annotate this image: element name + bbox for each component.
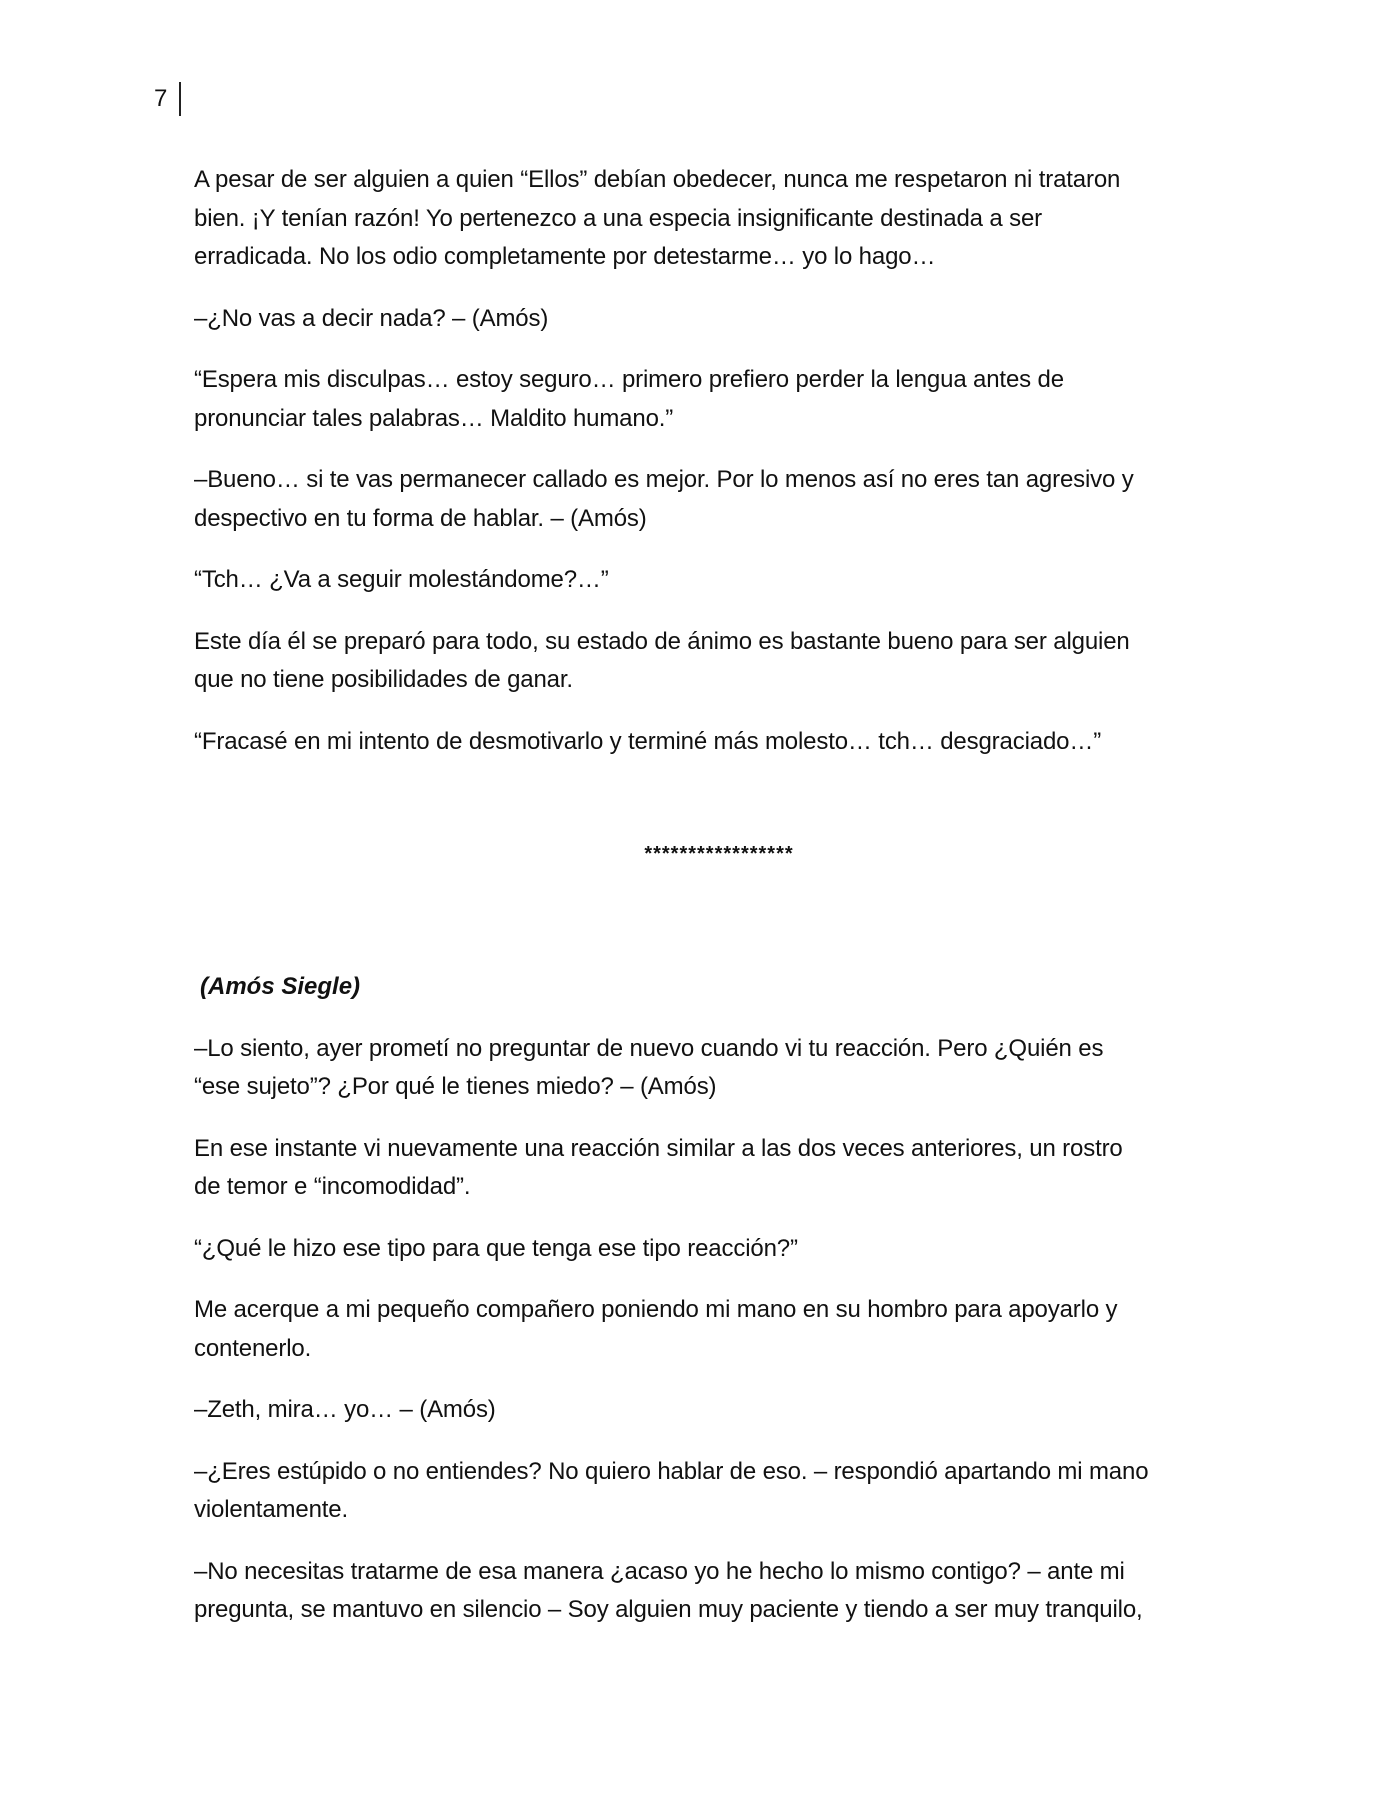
paragraph — [194, 161, 1224, 277]
text-line: contenerlo. — [194, 1334, 312, 1362]
text-line: de temor e “incomodidad”. — [194, 1173, 471, 1200]
text-line: violentamente. — [194, 1496, 348, 1523]
text-line: Este día él se preparó para todo, su estado de ánimo es bastante bueno para ser alguien — [194, 627, 1130, 655]
text-line: –Lo siento, ayer prometí no preguntar de nuevo cuando vi tu reacción. Pero ¿Quién es — [194, 1034, 1104, 1062]
text-line: Me acerque a mi pequeño compañero poniendo mi mano en su hombro para apoyarlo y — [194, 1296, 1118, 1323]
text-line: bien. ¡Y tenían razón! Yo pertenezco a una especia insignificante destinada a ser — [194, 204, 1043, 232]
text-line: En ese instante vi nuevamente una reacción similar a las dos veces anteriores, un rostro — [194, 1134, 1123, 1162]
header-divider — [179, 82, 181, 116]
text-line: “¿Qué le hizo ese tipo para que tenga ese tipo reacción?” — [194, 1234, 798, 1262]
text-line: –No necesitas tratarme de esa manera ¿acaso yo he hecho lo mismo contigo? – ante mi — [194, 1557, 1125, 1585]
text-line: despectivo en tu forma de hablar. – (Amós) — [194, 504, 647, 532]
text-line: –¿No vas a decir nada? – (Amós) — [194, 304, 549, 332]
text-line: “Fracasé en mi intento de desmotivarlo y terminé más molesto… tch… desgraciado…” — [194, 727, 1102, 755]
paragraph — [194, 1291, 1224, 1368]
text-line: “ese sujeto”? ¿Por qué le tienes miedo? – (Amós) — [194, 1073, 717, 1100]
text-line: pregunta, se mantuvo en silencio – Soy alguien muy paciente y tiendo a ser muy tranquilo, — [194, 1596, 1143, 1623]
text-line: –Bueno… si te vas permanecer callado es mejor. Por lo menos así no eres tan agresivo y — [194, 466, 1134, 493]
text-line: –Zeth, mira… yo… – (Amós) — [194, 1396, 496, 1423]
scene-separator: ***************** — [644, 843, 794, 865]
dialogue-line — [194, 461, 1224, 538]
dialogue-line — [194, 300, 1224, 339]
dialogue-line — [194, 1030, 1224, 1107]
dialogue-line — [194, 1553, 1224, 1630]
dialogue-line — [194, 1391, 1224, 1430]
text-line: erradicada. No los odio completamente por detestarme… yo lo hago… — [194, 243, 936, 270]
inner-thought — [194, 723, 1224, 762]
paragraph — [194, 1130, 1224, 1207]
text-line: “Espera mis disculpas… estoy seguro… primero prefiero perder la lengua antes de — [194, 366, 1064, 393]
inner-thought — [194, 1230, 1224, 1269]
paragraph — [194, 623, 1224, 700]
inner-thought — [194, 361, 1224, 438]
text-line: “Tch… ¿Va a seguir molestándome?…” — [194, 566, 609, 593]
dialogue-line — [194, 1453, 1224, 1530]
text-line: A pesar de ser alguien a quien “Ellos” debían obedecer, nunca me respetaron ni trataron — [194, 166, 1121, 193]
text-line: –¿Eres estúpido o no entiendes? No quiero hablar de eso. – respondió apartando mi mano — [194, 1457, 1149, 1485]
inner-thought — [194, 561, 1224, 600]
document-body — [194, 161, 1224, 1653]
section-heading: (Amós Siegle) — [200, 973, 361, 1000]
text-line: que no tiene posibilidades de ganar. — [194, 666, 573, 693]
page-number: 7 — [154, 85, 168, 112]
page-header — [154, 82, 181, 116]
text-line: pronunciar tales palabras… Maldito humano.” — [194, 404, 674, 432]
